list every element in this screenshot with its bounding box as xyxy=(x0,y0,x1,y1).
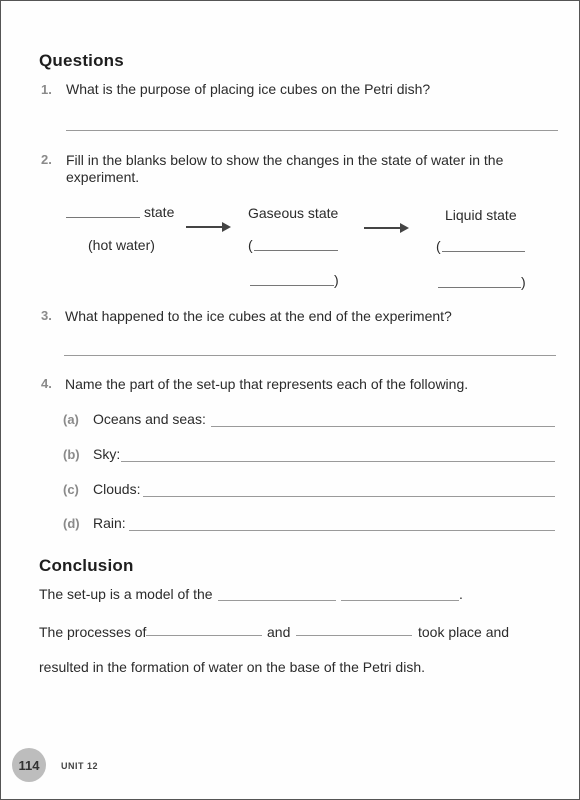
arrow-right-icon xyxy=(186,222,231,232)
state-3-process-blank-1[interactable] xyxy=(442,251,525,252)
conclusion-process-blank-1[interactable] xyxy=(146,635,262,636)
state-1-label: state xyxy=(144,204,175,220)
question-1-number: 1. xyxy=(41,82,52,97)
question-4-number: 4. xyxy=(41,376,52,391)
questions-heading: Questions xyxy=(39,51,124,70)
state-2-process-blank-1[interactable] xyxy=(254,250,338,251)
state-2-close-paren: ) xyxy=(334,272,339,288)
conclusion-model-blank-1[interactable] xyxy=(218,600,336,601)
conclusion-line-2-and: and xyxy=(267,624,291,640)
item-a-label: Oceans and seas: xyxy=(93,411,206,427)
conclusion-heading: Conclusion xyxy=(39,556,134,575)
conclusion-process-blank-2[interactable] xyxy=(296,635,412,636)
conclusion-line-3: resulted in the formation of water on the base of the Petri dish. xyxy=(39,659,425,675)
state-3-open-paren: ( xyxy=(436,238,441,254)
item-d-label: Rain: xyxy=(93,515,126,531)
item-a-letter: (a) xyxy=(63,412,79,427)
page-number-badge: 114 xyxy=(12,748,46,782)
conclusion-line-2-start: The processes of xyxy=(39,624,147,640)
item-d-letter: (d) xyxy=(63,516,80,531)
question-2-number: 2. xyxy=(41,152,52,167)
question-1-text: What is the purpose of placing ice cubes on the Petri dish? xyxy=(66,81,431,97)
question-3-text: What happened to the ice cubes at the end of the experiment? xyxy=(65,308,452,324)
state-3-close-paren: ) xyxy=(521,274,526,290)
state-1-note: (hot water) xyxy=(88,237,155,253)
state-2-open-paren: ( xyxy=(248,237,253,253)
item-c-letter: (c) xyxy=(63,482,79,497)
question-3-number: 3. xyxy=(41,308,52,323)
item-b-answer-line[interactable] xyxy=(121,461,555,462)
conclusion-line-2-end: took place and xyxy=(418,624,510,640)
question-1-answer-line[interactable] xyxy=(66,130,558,131)
question-2-text-line1: Fill in the blanks below to show the changes in the state of water in the xyxy=(66,152,504,168)
state-2-label: Gaseous state xyxy=(248,205,339,221)
state-1-blank[interactable] xyxy=(66,217,140,218)
question-4-text: Name the part of the set-up that represents each of the following. xyxy=(65,376,469,392)
item-b-letter: (b) xyxy=(63,447,80,462)
conclusion-line-1-period: . xyxy=(459,586,463,602)
item-c-answer-line[interactable] xyxy=(143,496,555,497)
arrow-right-icon xyxy=(364,223,409,233)
question-3-answer-line[interactable] xyxy=(64,355,556,356)
state-2-process-blank-2[interactable] xyxy=(250,285,334,286)
state-3-process-blank-2[interactable] xyxy=(438,287,521,288)
unit-label: UNIT 12 xyxy=(61,761,99,771)
question-2-text-line2: experiment. xyxy=(66,169,140,185)
conclusion-line-1: The set-up is a model of the xyxy=(39,586,213,602)
item-a-answer-line[interactable] xyxy=(211,426,555,427)
conclusion-model-blank-2[interactable] xyxy=(341,600,459,601)
state-3-label: Liquid state xyxy=(445,207,517,223)
item-d-answer-line[interactable] xyxy=(129,530,555,531)
item-c-label: Clouds: xyxy=(93,481,141,497)
item-b-label: Sky: xyxy=(93,446,121,462)
